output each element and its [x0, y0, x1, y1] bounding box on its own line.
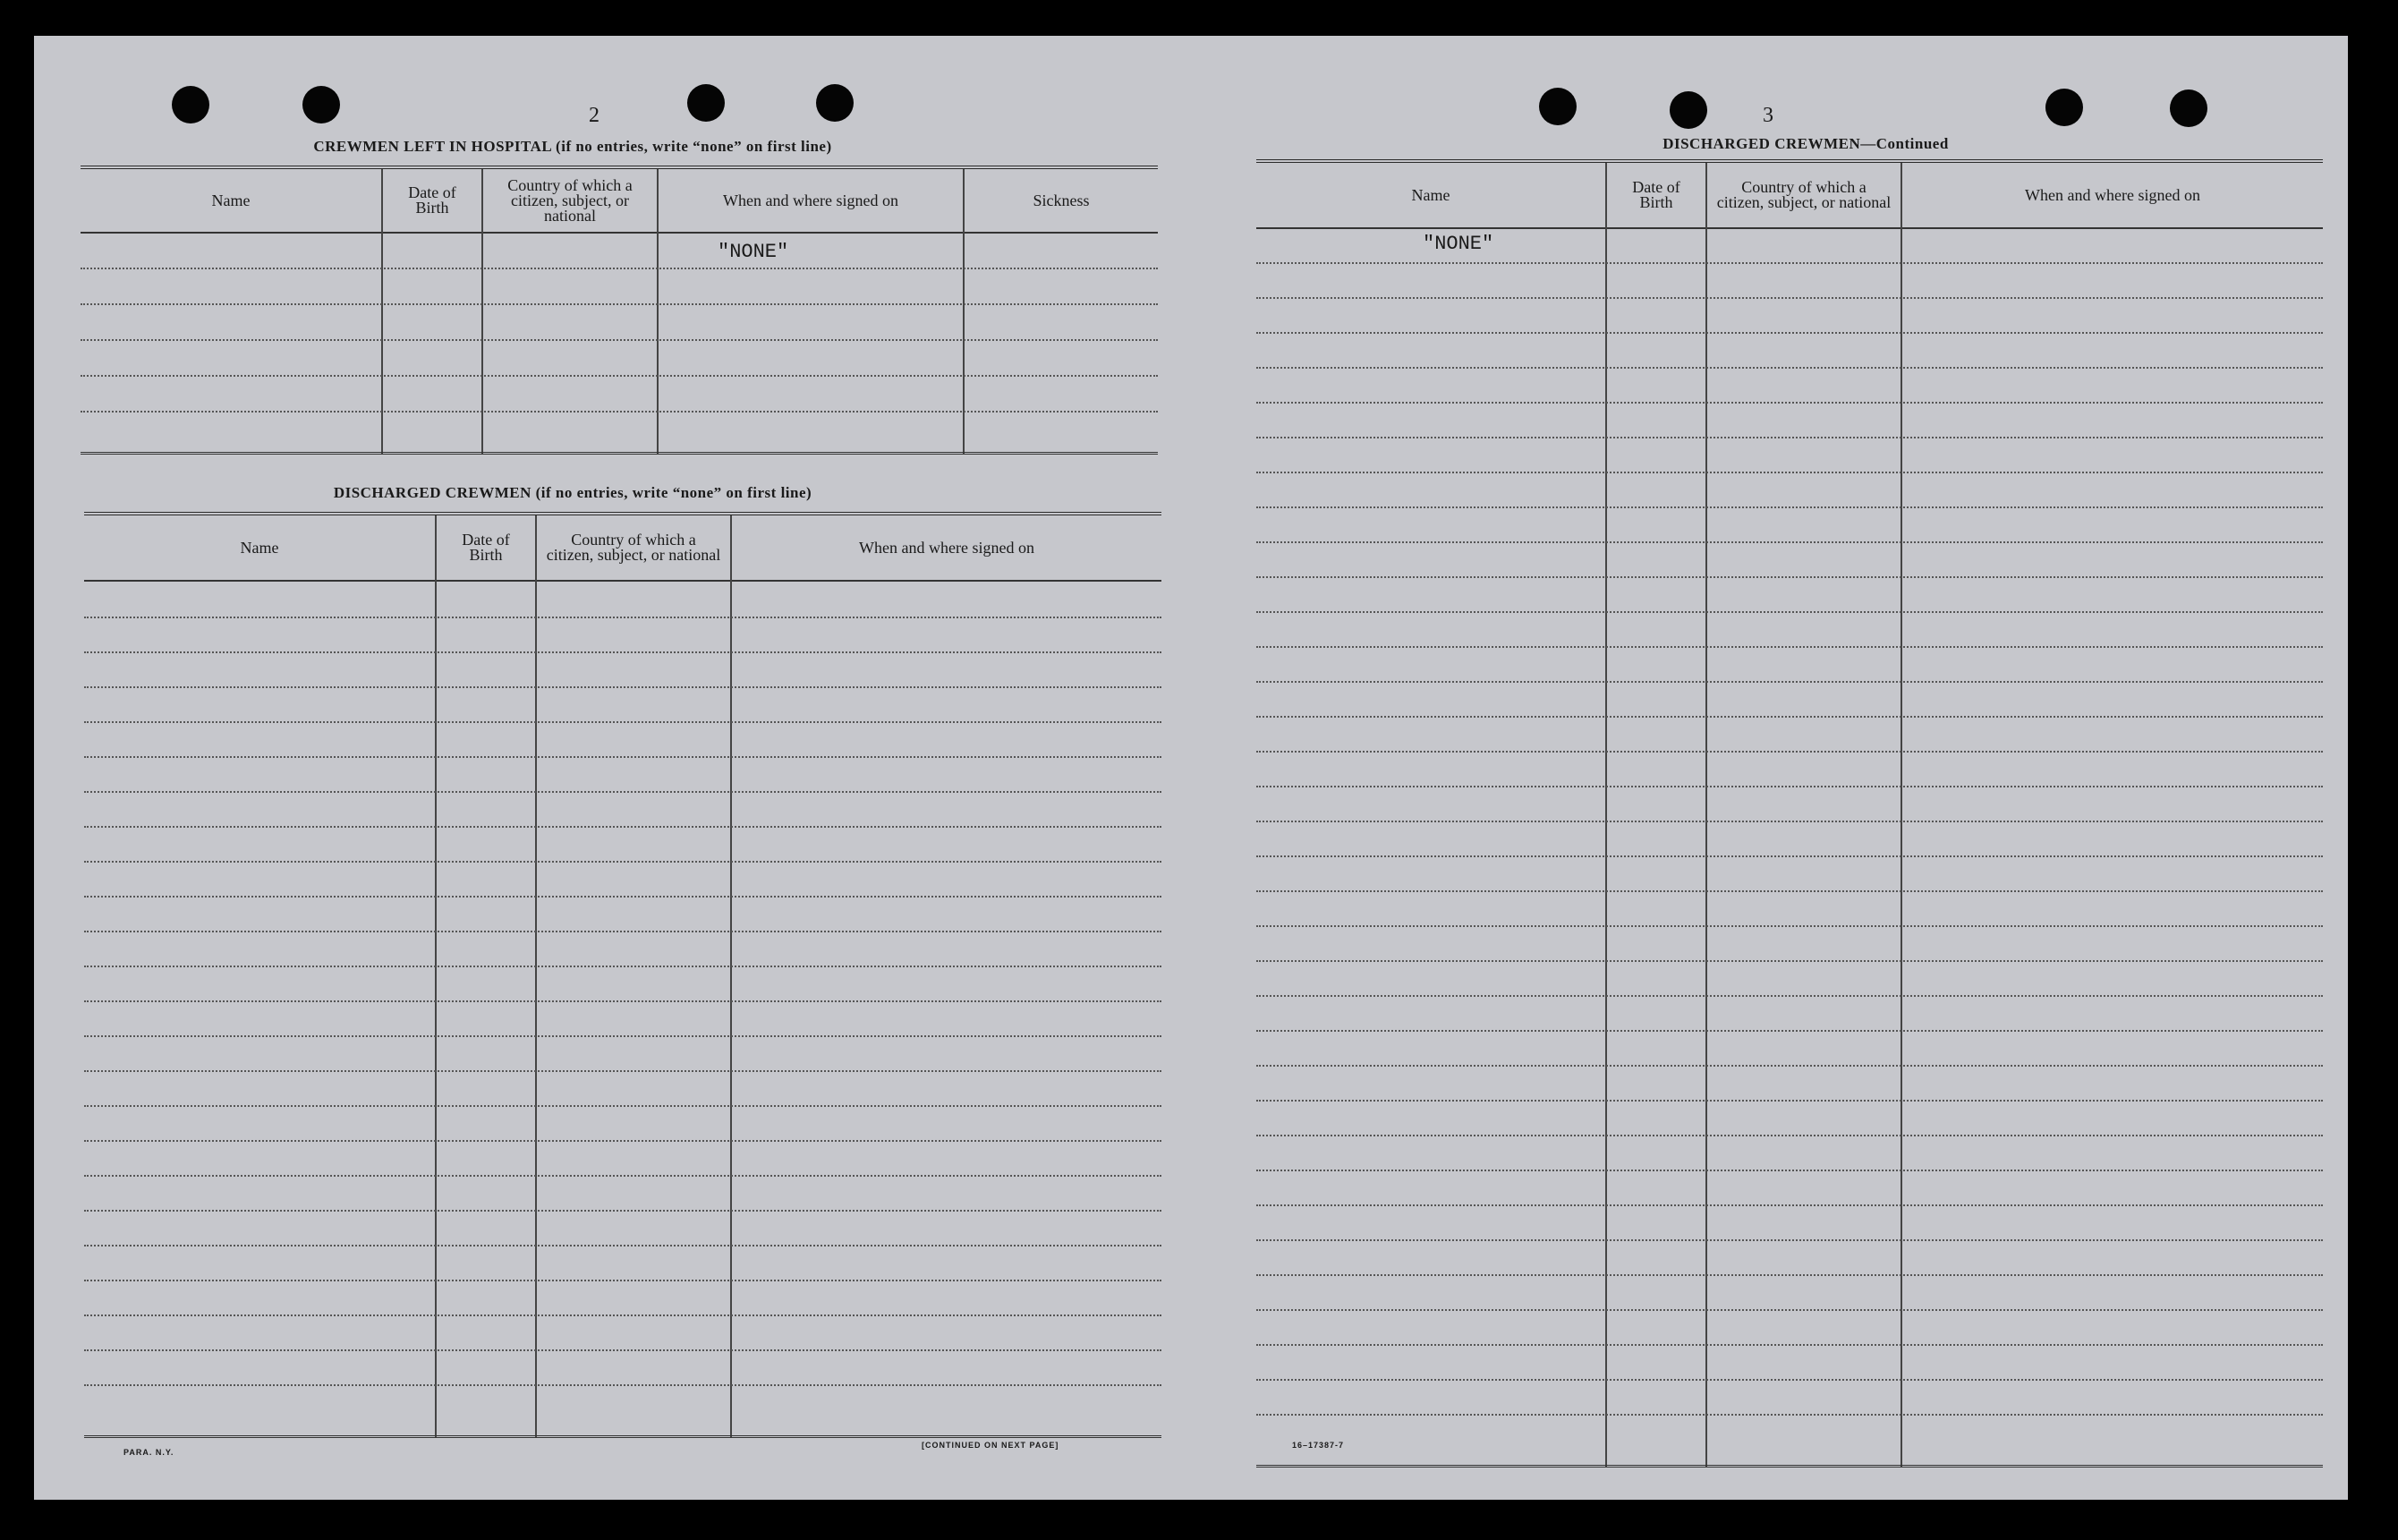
punch-hole	[2170, 89, 2207, 127]
discharged-table	[84, 512, 1161, 1442]
punch-hole	[687, 84, 725, 122]
column-header-country: Country of which a citizen, subject, or national	[546, 531, 721, 564]
column-header-name: Name	[240, 538, 279, 557]
continued-note: [CONTINUED ON NEXT PAGE]	[922, 1441, 1059, 1450]
page-number: 2	[589, 104, 600, 127]
punch-hole	[2045, 89, 2083, 126]
table-header	[1256, 163, 2323, 229]
page-number: 3	[1763, 104, 1773, 127]
column-header-date-of-birth: Date of Birth	[408, 183, 456, 217]
column-header-date-of-birth: Date of Birth	[1632, 178, 1680, 211]
punch-hole	[1670, 91, 1707, 129]
punch-hole	[1539, 88, 1577, 125]
none-entry: "NONE"	[718, 241, 789, 263]
column-header-date-of-birth: Date of Birth	[462, 531, 510, 564]
column-header-name: Name	[1411, 185, 1450, 204]
column-header-signed-on: When and where signed on	[723, 191, 898, 209]
column-header-country: Country of which a citizen, subject, or national	[507, 175, 633, 225]
hospital-table	[81, 166, 1158, 458]
document-sheet	[34, 36, 2348, 1500]
discharged-continued-title: DISCHARGED CREWMEN—Continued	[1662, 135, 1949, 152]
punch-hole	[816, 84, 854, 122]
punch-hole	[302, 86, 340, 123]
discharged-continued-table	[1256, 159, 2323, 1471]
table-header	[81, 169, 1158, 234]
column-header-signed-on: When and where signed on	[859, 538, 1034, 557]
column-header-name: Name	[211, 191, 251, 209]
discharged-section-title: DISCHARGED CREWMEN (if no entries, write “none” on first line)	[333, 484, 812, 501]
column-header-country: Country of which a citizen, subject, or national	[1716, 178, 1892, 211]
none-entry: "NONE"	[1423, 233, 1494, 255]
column-header-sickness: Sickness	[1033, 191, 1090, 209]
punch-hole	[172, 86, 209, 123]
printer-mark: PARA. N.Y.	[123, 1448, 174, 1457]
table-header	[84, 515, 1161, 582]
column-header-signed-on: When and where signed on	[2025, 185, 2200, 204]
hospital-section-title: CREWMEN LEFT IN HOSPITAL (if no entries, write “none” on first line)	[313, 138, 832, 155]
form-number: 16–17387-7	[1292, 1441, 1345, 1450]
